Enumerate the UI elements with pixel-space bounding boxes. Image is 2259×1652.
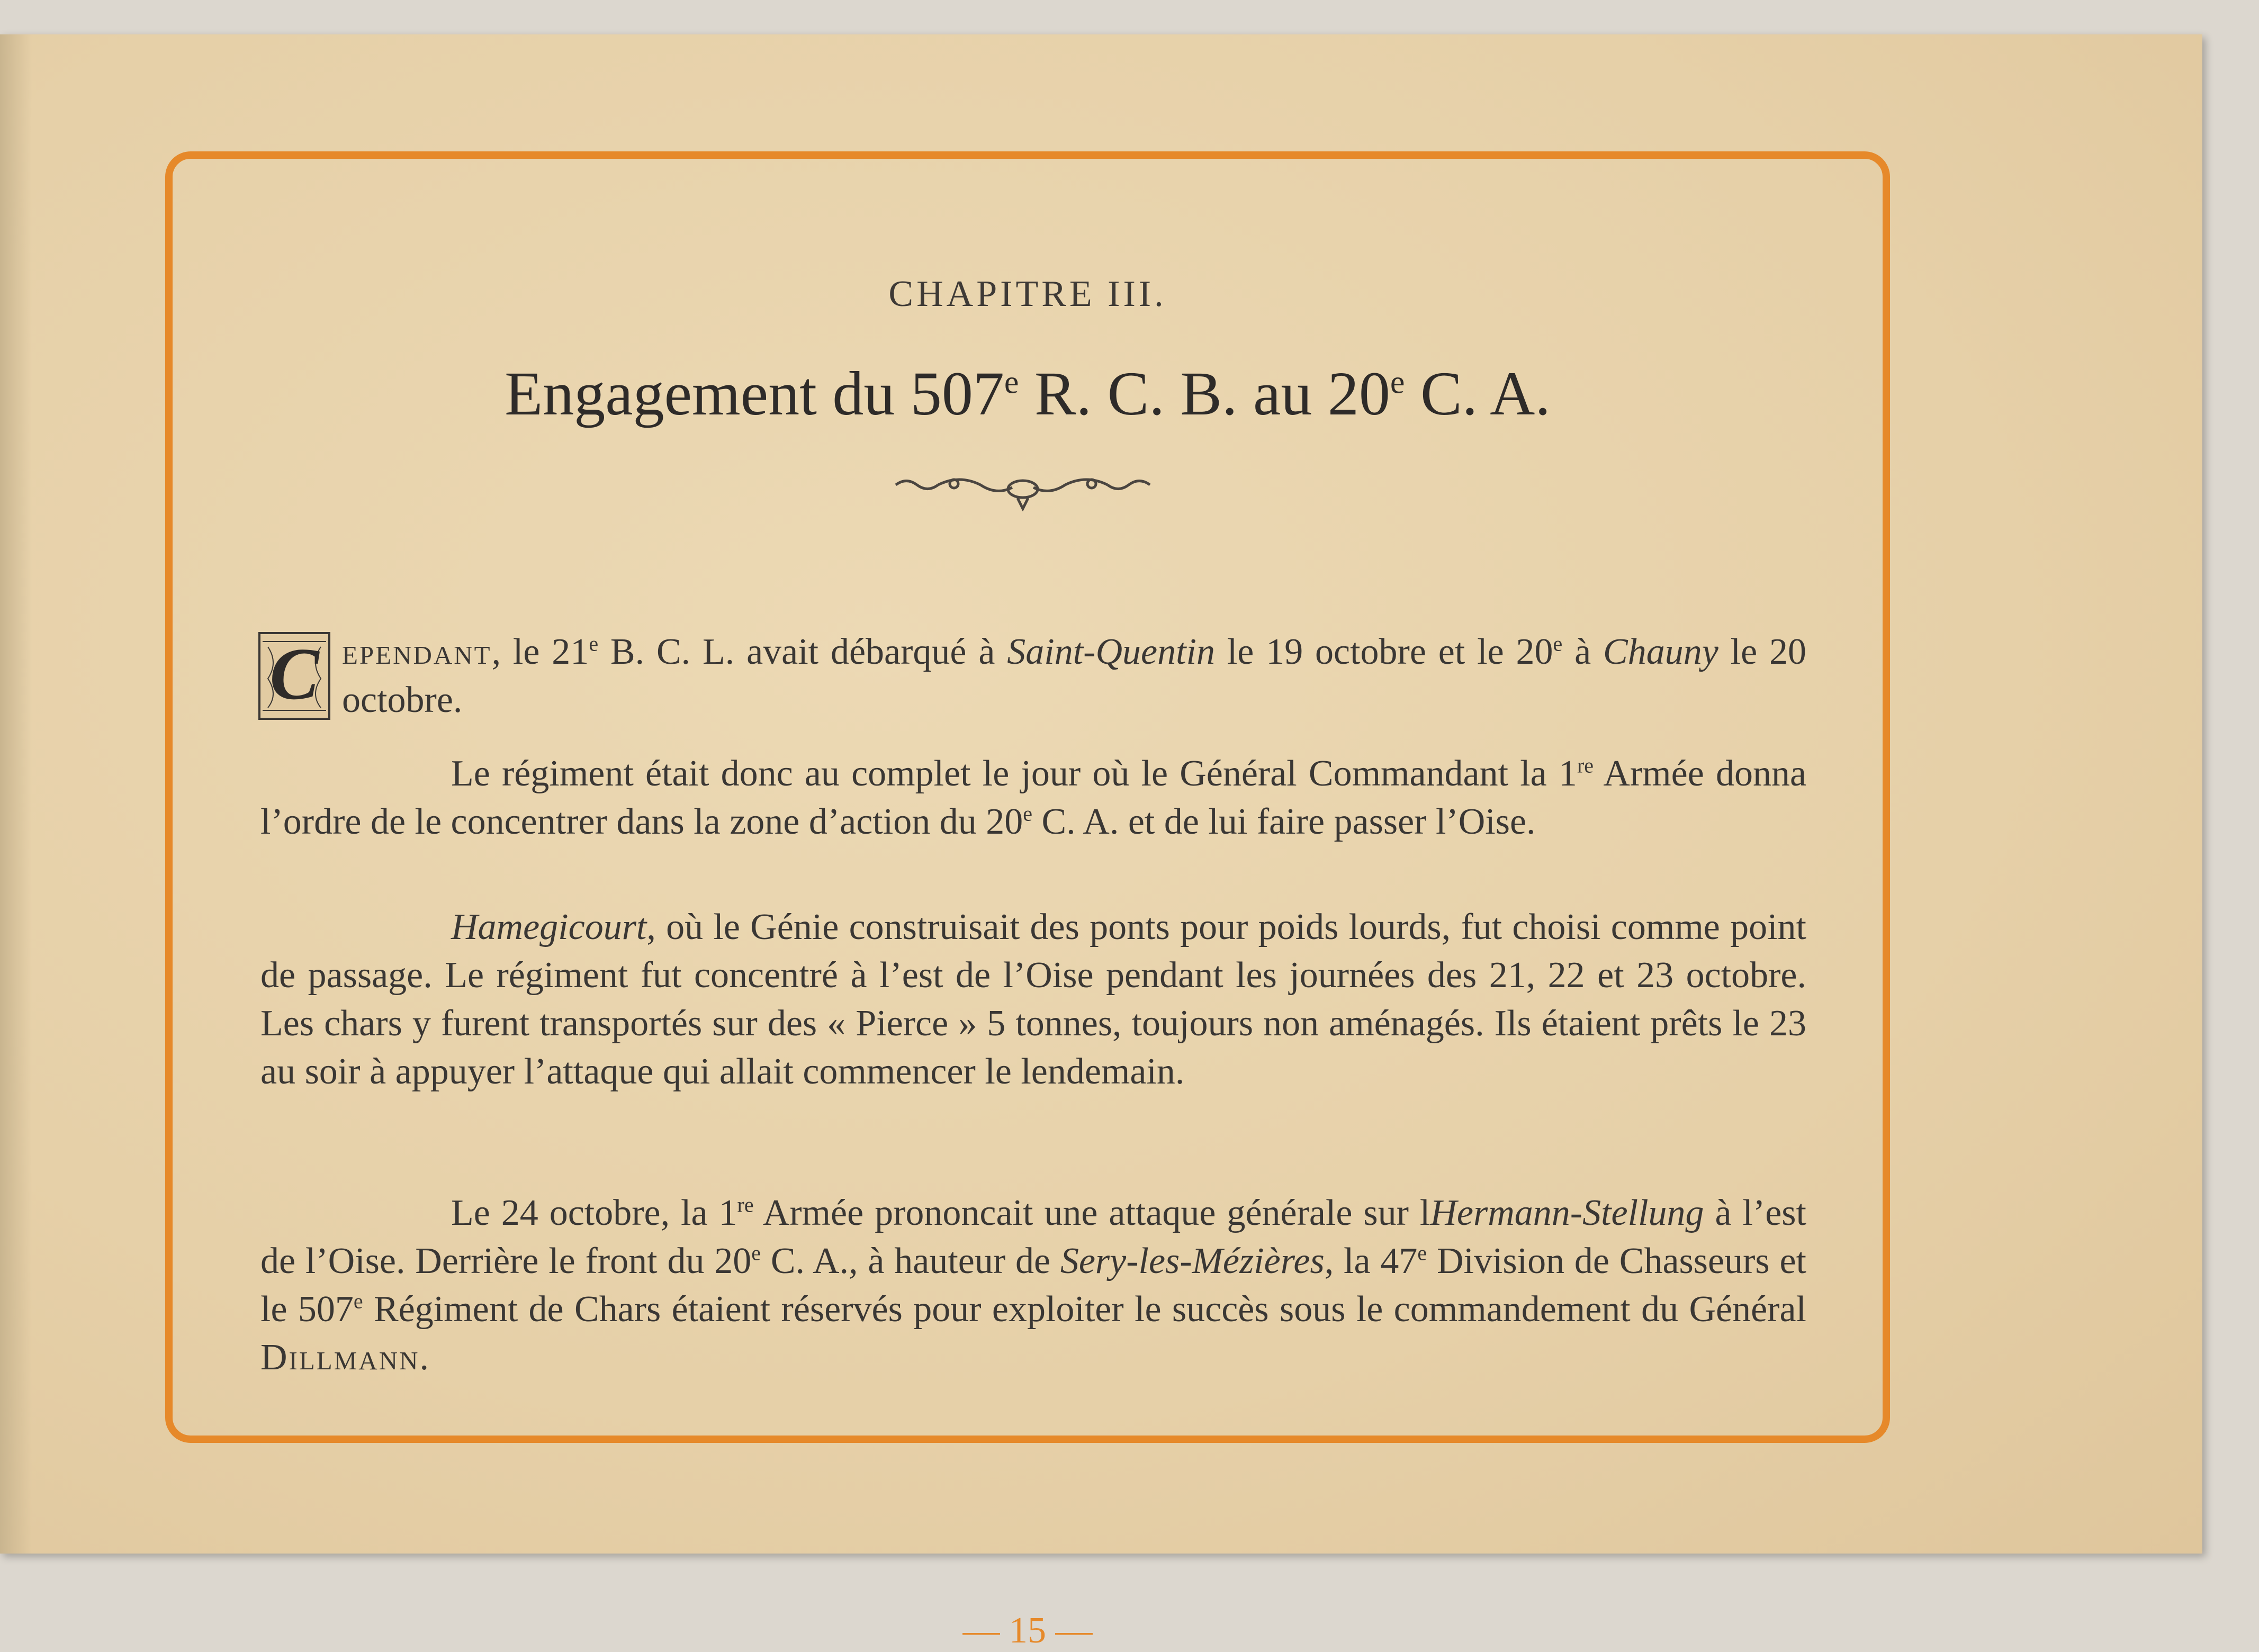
ornament-flourish <box>890 469 1155 511</box>
paragraph-4: Le 24 octobre, la 1re Armée prononcait une attaque générale sur lHermann-Stellung à l’est de l’Oise. Derrière le front du 20e C. A., à hauteur de Sery-les-Mézières, la 47e Division de Chasseurs et le 507e Régiment de Chars étaient réservés pour exploiter le succès sous le commandement du Général Dillmann. <box>260 1193 1806 1378</box>
chapter-title: Engagement du 507e R. C. B. au 20e C. A. <box>505 359 1551 428</box>
page-content <box>165 151 1890 1651</box>
paragraph-2: Le régiment était donc au complet le jour où le Général Commandant la 1re Armée donna l’ordre de le concentrer dans la zone d’action du 20e C. A. et de lui faire passer l’Oise. <box>260 753 1807 842</box>
paragraph-1: C ependant, le 21e B. C. L. avait débarqué à Saint-Quentin le 19 octobre et le 20e à Chauny le 20 octobre. <box>260 628 1806 724</box>
svg-text:C: C <box>269 633 319 715</box>
page-gutter <box>0 34 32 1554</box>
dropcap-c-icon <box>257 631 331 721</box>
page-number: — 15 — <box>962 1610 1093 1651</box>
paragraph-3: Hamegicourt, où le Génie construisait des ponts pour poids lourds, fut choisi comme point de passage. Le régiment fut concentré à l’est de l’Oise pendant les journées des 21, 22 et 23 octobre. Les chars y furent transportés sur des « Pierce » 5 tonnes, toujours non aménagés. Ils étaient prêts le 23 au soir à appuyer l’attaque qui allait commencer le lendemain. <box>260 907 1806 1092</box>
chapter-heading: CHAPITRE III. <box>888 274 1167 314</box>
